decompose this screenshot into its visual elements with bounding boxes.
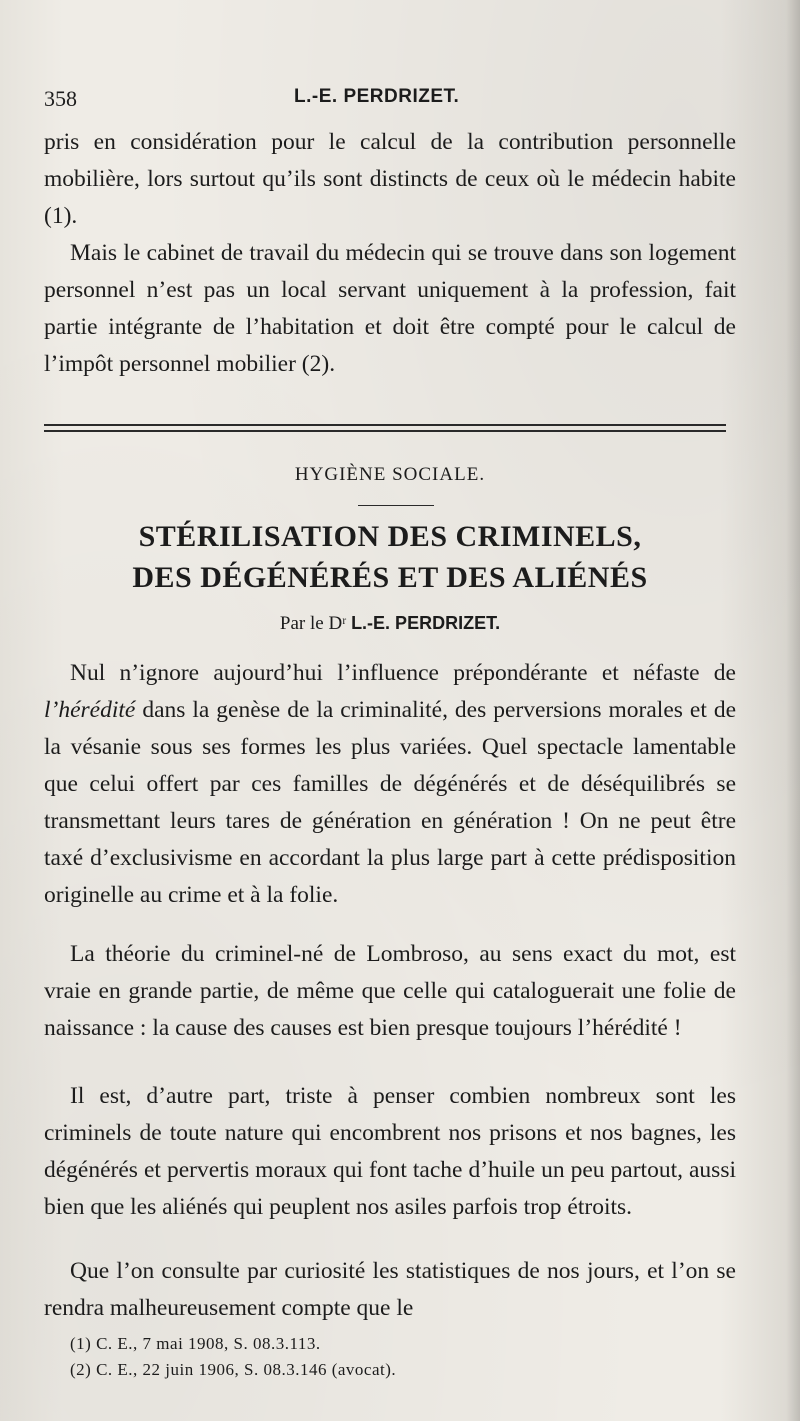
body-paragraph-1 (44, 655, 736, 914)
carryover-paragraph-1: pris en considération pour le calcul de la contribution personnelle mobilière, lors surtout qu’ils sont distincts de ceux où le médecin habite (1). (44, 129, 736, 229)
byline-author: L.-E. PERDRIZET. (351, 613, 501, 633)
running-head (44, 82, 744, 114)
byline-prefix: Par le Dʳ (279, 613, 347, 634)
section-heading: HYGIÈNE SOCIALE. (294, 464, 486, 485)
double-rule-bottom (44, 430, 726, 432)
running-title: L.-E. PERDRIZET. (294, 86, 460, 107)
body-paragraph-1-start: Nul n’ignore aujourd’hui l’influence prépondérante et néfaste de (70, 660, 736, 686)
article-title-line-1: STÉRILISATION DES CRIMINELS, (138, 520, 642, 553)
page-number: 358 (44, 86, 77, 111)
footnote-1: (1) C. E., 7 mai 1908, S. 08.3.113. (70, 1334, 321, 1353)
body-paragraph-3: Il est, d’autre part, triste à penser combien nombreux sont les criminels de toute nature qui encombrent nos prisons et nos bagnes, les dégénérés et pervertis moraux qui font tache d’huile un peu partout, aussi bien que les aliénés qui peuplent nos asiles parfois trop étroits. (44, 1083, 736, 1220)
byline (44, 613, 736, 635)
article-title-line-2: DES DÉGÉNÉRÉS ET DES ALIÉNÉS (132, 561, 648, 594)
scan-shadow-edge (786, 0, 800, 1421)
heredite-emphasis: l’hérédité (44, 697, 136, 723)
carryover-paragraph-2: Mais le cabinet de travail du médecin qui se trouve dans son logement personnel n’est pas un local servant uniquement à la profession, fait partie intégrante de l’habitation et doit être compté pour le calcul de l’impôt personnel mobilier (2). (44, 240, 736, 377)
body-paragraph-2: La théorie du criminel-né de Lombroso, au sens exact du mot, est vraie en grande partie, de même que celle qui cataloguerait une folie de naissance : la cause des causes est bien presque toujours l’hérédité ! (44, 941, 736, 1041)
footnote-2: (2) C. E., 22 juin 1906, S. 08.3.146 (avocat). (70, 1360, 397, 1379)
body-paragraph-4: Que l’on consulte par curiosité les statistiques de nos jours, et l’on se rendra malheureusement compte que le (44, 1258, 736, 1321)
double-rule-top (44, 424, 726, 426)
body-paragraph-1-end: dans la genèse de la criminalité, des perversions morales et de la vésanie sous ses formes les plus variées. Quel spectacle lamentable que celui offert par ces familles de dégénérés et de déséquilibrés se transmettant leurs tares de génération en génération ! On ne peut être taxé d’exclusivisme en accordant la plus large part à cette prédisposition originelle au crime et à la folie. (44, 697, 736, 908)
section-divider (358, 505, 434, 506)
